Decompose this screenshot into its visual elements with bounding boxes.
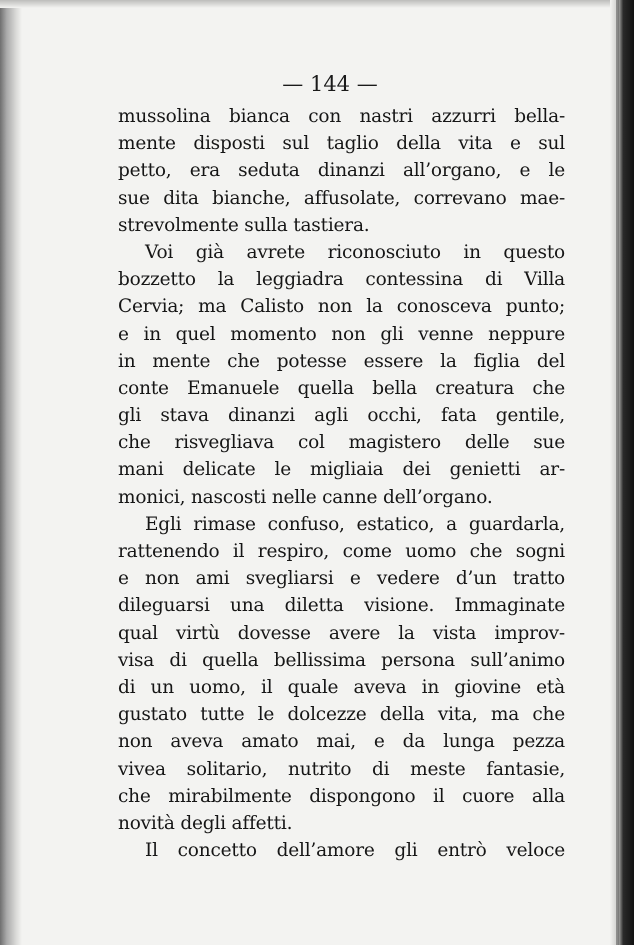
text-line: gustato tutte le dolcezze della vita, ma che	[118, 704, 565, 726]
text-line: e in quel momento non gli venne neppure	[118, 323, 565, 345]
text-line: e non ami svegliarsi e vedere d’un tratto	[118, 568, 565, 590]
right-page-edge	[610, 0, 634, 945]
top-edge-shadow	[0, 0, 634, 8]
text-line: visa di quella bellissima persona sull’animo	[118, 649, 565, 671]
text-line: Cervia; ma Calisto non la conosceva punto;	[118, 296, 565, 318]
text-line: rattenendo il respiro, come uomo che sogni	[118, 541, 565, 562]
text-line: che risvegliava col magistero delle sue	[118, 432, 565, 454]
text-line: dileguarsi una diletta visione. Immaginate	[118, 595, 565, 617]
text-line: in mente che potesse essere la figlia del	[118, 350, 565, 372]
text-line: di un uomo, il quale aveva in giovine età	[118, 676, 565, 698]
text-line: mani delicate le migliaia dei genietti ar-	[118, 459, 565, 481]
text-line: bozzetto la leggiadra contessina di Villa	[118, 269, 565, 291]
text-line: petto, era seduta dinanzi all’organo, e le	[118, 160, 565, 182]
text-line: mussolina bianca con nastri azzurri bella-	[118, 106, 565, 127]
text-line: Egli rimase confuso, estatico, a guardarla,	[145, 513, 565, 535]
body-text	[118, 103, 565, 864]
text-line: qual virtù dovesse avere la vista improv-	[118, 622, 565, 644]
page-number: — 144 —	[282, 72, 378, 96]
text-line: non aveva amato mai, e da lunga pezza	[118, 731, 565, 753]
text-line: strevolmente sulla tastiera.	[118, 214, 370, 236]
book-spine-shadow	[0, 0, 22, 945]
text-line: sue dita bianche, affusolate, correvano mae-	[118, 187, 565, 209]
text-line: novità degli affetti.	[118, 812, 293, 834]
text-line: monici, nascosti nelle canne dell’organo.	[118, 486, 493, 508]
text-line: che mirabilmente dispongono il cuore alla	[118, 785, 565, 807]
text-line: vivea solitario, nutrito di meste fantasie,	[118, 758, 565, 780]
text-line: conte Emanuele quella bella creatura che	[118, 377, 565, 399]
text-line: Il concetto dell’amore gli entrò veloce	[145, 840, 565, 862]
text-line: Voi già avrete riconosciuto in questo	[145, 241, 565, 263]
text-line: gli stava dinanzi agli occhi, fata gentile,	[118, 405, 565, 427]
text-line: mente disposti sul taglio della vita e sul	[118, 133, 565, 155]
